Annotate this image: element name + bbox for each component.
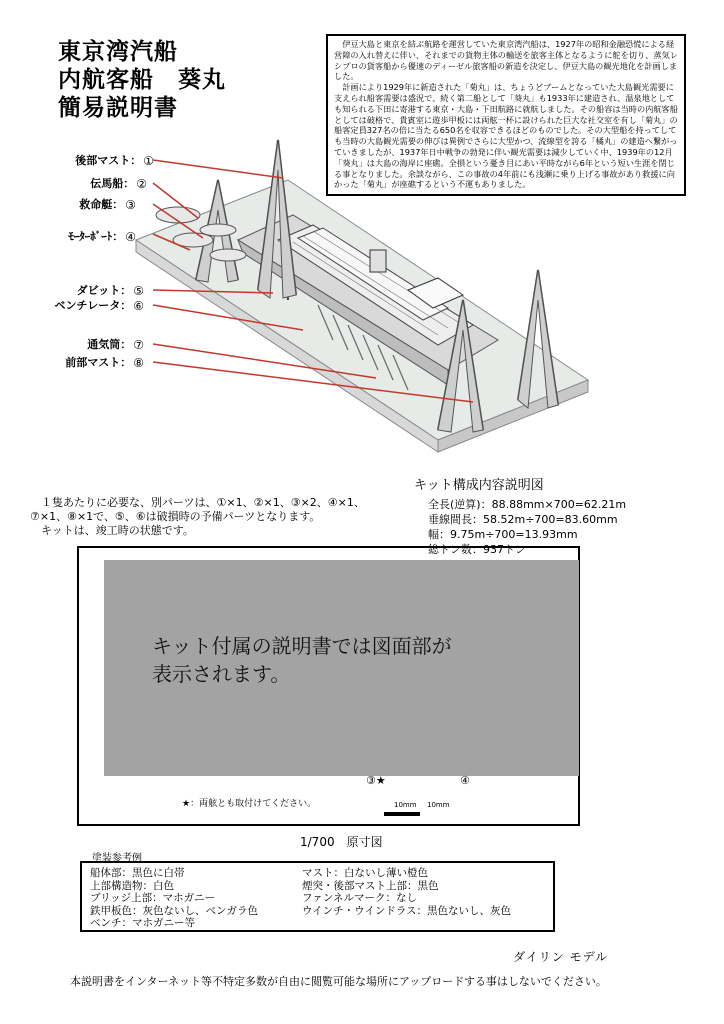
- star-note: ★：両舷とも取付けてください。: [182, 799, 317, 809]
- kit-illustration: [118, 130, 603, 460]
- paint-column-right: マスト：白ないし薄い橙色 煙突・後部マスト上部：黒色 ファンネルマーク：なし ウインチ・ウインドラス：黒色ないし、灰色: [302, 867, 512, 917]
- footer-notice: 本説明書をインターネット等不特定多数が自由に閲覧可能な場所にアップロードする事はしないでください。: [70, 975, 607, 988]
- part-label-1: 後部マスト： ①: [75, 153, 154, 168]
- drawing-placeholder-text: キット付属の説明書では図面部が 表示されます。: [152, 634, 452, 686]
- part-label-7: 通気筒： ⑦: [87, 337, 144, 352]
- maker-name: ダイリン モデル: [513, 950, 608, 964]
- document-title: [58, 38, 226, 122]
- part-number-2: ②: [136, 176, 147, 191]
- history-paragraph-2: 計画により1929年に新造された「菊丸」は、ちょうどブームとなっていた大島観光需要に支えられ船客需要は盛況で、続く第二船として「葵丸」も1933年に建造され、温泉地としても知られる下田に寄港する東京・大島・下田航路に就航しました。その船容は当時の内航客船としては破格で、貴賓室に遊歩甲板には両舷一杯に設けられた巨大な社交室を有し「菊丸」の船客定員327名の倍に当たる650名を収容できるほどのものでした。その大型船を持ってしても当時の大島観光需要の伸びは異例でさらに大型かつ、流線型を誇る「橘丸」の建造へ繋がっていきましたが、1937年日中戦争の勃発に伴い観光需要は減少していく中、1939年の12月「葵丸」は大島の海岸に座礁。全損という憂き目にあい平時ながら6年という短い生涯を閉じる事となりました。余談ながら、この事故の4年前にも浅瀬に乗り上げる事故があり救援に向かった「菊丸」が座礁するという不運もありました。: [334, 82, 678, 190]
- part-label-6: ベンチレータ： ⑥: [54, 298, 144, 313]
- scale-bar: [384, 812, 420, 816]
- funnel: [370, 250, 386, 272]
- paint-box: [80, 861, 555, 932]
- part-label-4: ﾓｰﾀｰﾎﾞｰﾄ： ④: [68, 229, 136, 244]
- part-number-1: ①: [143, 153, 154, 168]
- paint-column-left: 船体部：黒色に白帯 上部構造物：白色 ブリッジ上部：マホガニー 鉄甲板色：灰色ないし、ベンガラ色 ベンチ：マホガニー等: [90, 867, 258, 929]
- parts-note-line-1: １隻あたりに必要な、別パーツは、①×1、②×1、③×2、④×1、⑦×1、⑧×1で、⑤、⑥は破損時の予備パーツとなります。: [30, 496, 365, 523]
- title-line-1: 東京湾汽船: [58, 39, 178, 65]
- part-number-7: ⑦: [133, 337, 144, 352]
- drawing-mark-right: ④: [460, 774, 470, 787]
- part-label-3: 救命艇： ③: [79, 197, 136, 212]
- scale-text-1: 10mm: [394, 801, 417, 809]
- title-line-2: 内航客船 葵丸: [58, 67, 226, 93]
- part-number-6: ⑥: [133, 298, 144, 313]
- part-label-5: ダビット： ⑤: [76, 283, 144, 298]
- kit-contents-title: キット構成内容説明図: [414, 478, 544, 493]
- part-number-5: ⑤: [133, 283, 144, 298]
- part-number-8: ⑧: [133, 355, 144, 370]
- parts-note: [30, 496, 400, 538]
- part-number-4: ④: [125, 229, 136, 244]
- part-label-2: 伝馬船： ②: [90, 176, 147, 191]
- part-number-3: ③: [125, 197, 136, 212]
- parts-note-line-2: キットは、竣工時の状態です。: [41, 524, 194, 537]
- spec-beam: 幅：9.75m÷700=13.93mm: [428, 528, 578, 541]
- history-paragraph-1: 伊豆大島と東京を結ぶ航路を運営していた東京湾汽船は、1927年の昭和金融恐慌による経営障の入れ替えに伴い、それまでの貨物主体の輸送を旅客主体となるように舵を切り、蒸気レシプロの貨客船から優速のディーゼル旅客船の新造を決定し、伊豆大島の観光地化を計画しました。: [334, 39, 678, 82]
- spec-length: 全長(逆算)：88.88mm×700=62.21m: [428, 498, 627, 511]
- spec-tonnage: 総トン数：937トン: [428, 543, 526, 556]
- scale-label: 1/700 原寸図: [300, 835, 383, 849]
- drawing-mark-left: ③★: [366, 774, 386, 787]
- paint-title: 塗装参考例: [92, 853, 142, 864]
- part-label-8: 前部マスト： ⑧: [65, 355, 144, 370]
- title-line-3: 簡易説明書: [58, 95, 178, 121]
- spec-perpendicular: 垂線間長：58.52m÷700=83.60mm: [428, 513, 618, 526]
- scale-text-2: 10mm: [427, 801, 450, 809]
